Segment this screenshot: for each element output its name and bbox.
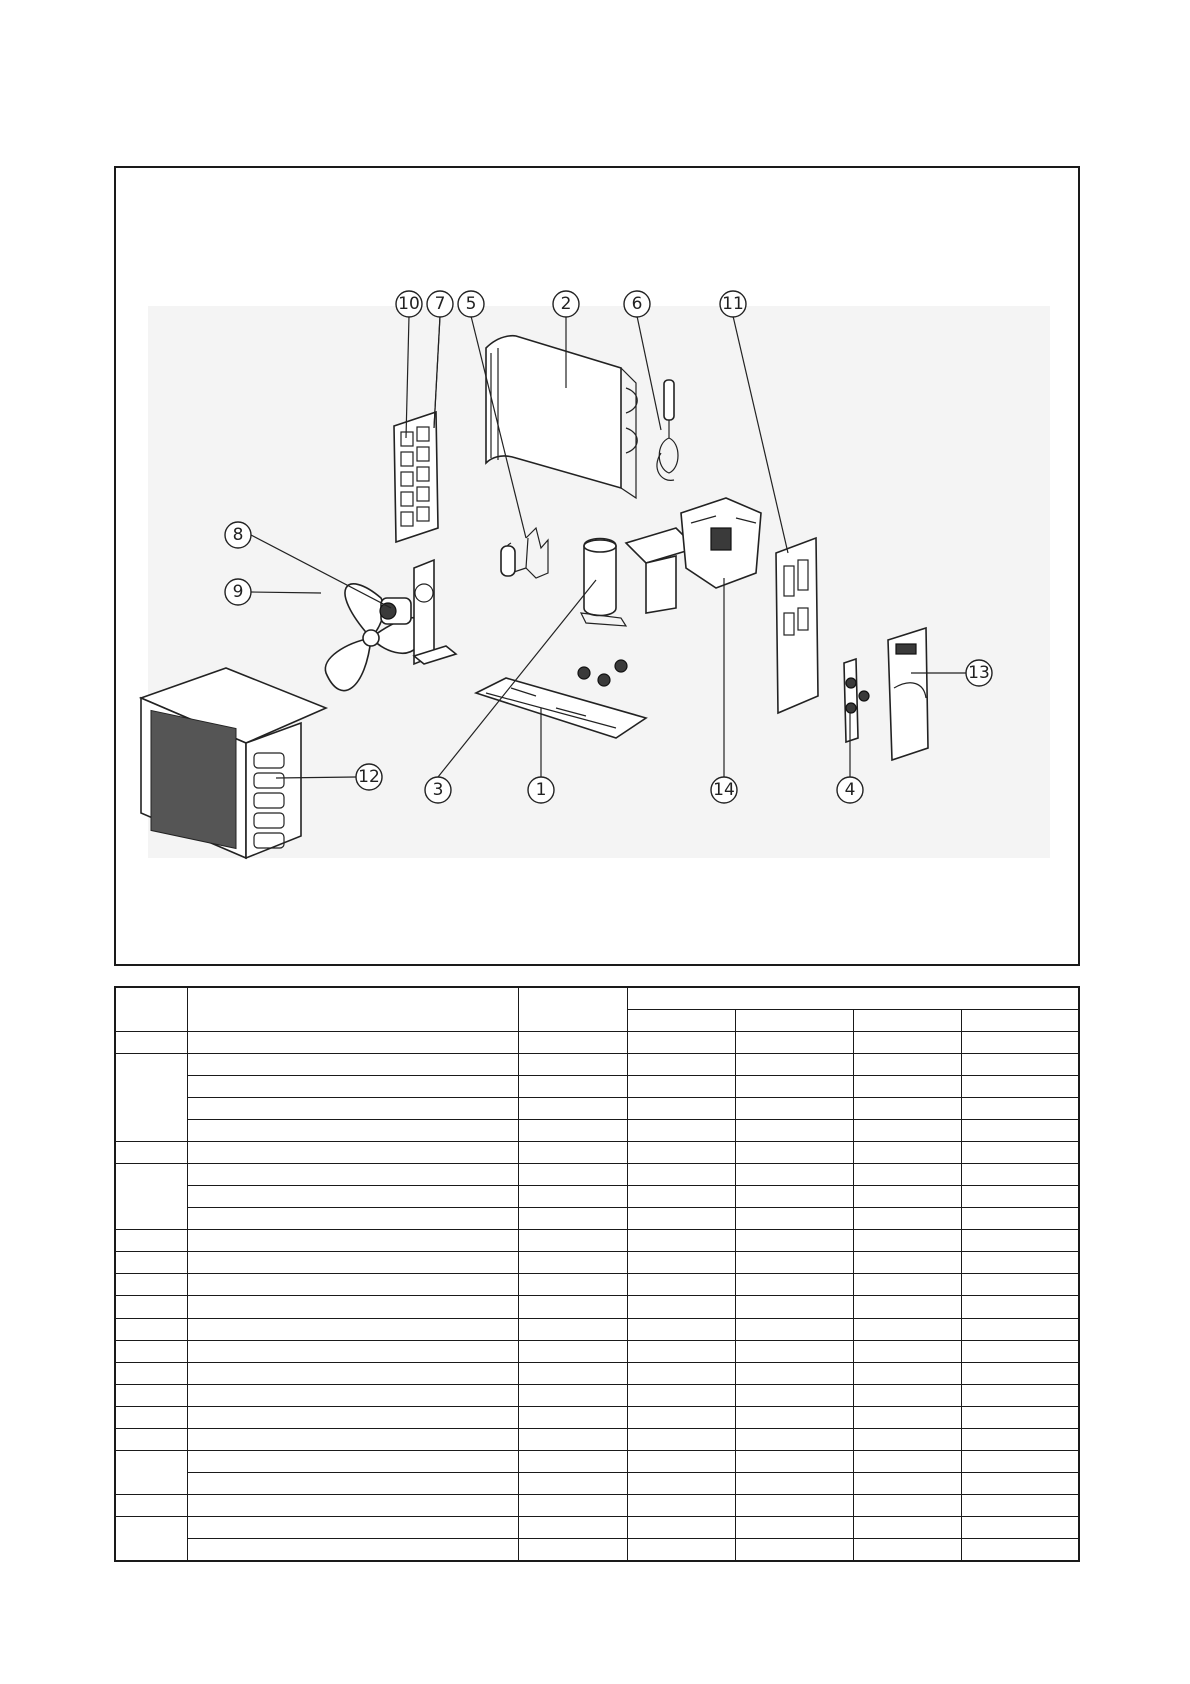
table-cell bbox=[854, 1340, 962, 1362]
table-cell bbox=[519, 1098, 627, 1120]
header-cell-model bbox=[735, 1010, 853, 1032]
table-cell bbox=[627, 1516, 735, 1538]
header-cell-models bbox=[627, 987, 1079, 1010]
table-cell bbox=[627, 1538, 735, 1561]
table-cell bbox=[962, 1098, 1079, 1120]
table-cell-no bbox=[115, 1230, 187, 1252]
table-cell bbox=[187, 1274, 519, 1296]
table-row bbox=[115, 1450, 1079, 1472]
table-cell bbox=[854, 1186, 962, 1208]
table-cell bbox=[962, 1472, 1079, 1494]
table-cell bbox=[627, 1230, 735, 1252]
table-cell bbox=[519, 1142, 627, 1164]
table-cell-no bbox=[115, 1384, 187, 1406]
table-cell bbox=[962, 1274, 1079, 1296]
table-cell bbox=[962, 1252, 1079, 1274]
table-cell bbox=[627, 1384, 735, 1406]
table-cell bbox=[187, 1494, 519, 1516]
table-cell bbox=[187, 1120, 519, 1142]
table-cell bbox=[519, 1516, 627, 1538]
table-cell bbox=[627, 1120, 735, 1142]
table-row bbox=[115, 1164, 1079, 1186]
table-cell bbox=[519, 1384, 627, 1406]
table-row bbox=[115, 1252, 1079, 1274]
table-cell bbox=[854, 1450, 962, 1472]
svg-text:11: 11 bbox=[722, 294, 744, 314]
header-cell-model bbox=[854, 1010, 962, 1032]
table-cell bbox=[962, 1406, 1079, 1428]
table-cell bbox=[735, 1428, 853, 1450]
table-cell bbox=[735, 1164, 853, 1186]
table-cell bbox=[187, 1516, 519, 1538]
table-row bbox=[115, 1120, 1079, 1142]
table-cell bbox=[187, 1054, 519, 1076]
table-cell bbox=[735, 1538, 853, 1561]
table-cell bbox=[519, 1076, 627, 1098]
table-cell bbox=[962, 1164, 1079, 1186]
table-cell bbox=[187, 1340, 519, 1362]
table-cell bbox=[187, 1142, 519, 1164]
table-cell bbox=[519, 1274, 627, 1296]
table-cell-no bbox=[115, 1318, 187, 1340]
table-cell bbox=[735, 1076, 853, 1098]
table-cell bbox=[962, 1120, 1079, 1142]
table-cell bbox=[519, 1538, 627, 1561]
table-cell-no bbox=[115, 1252, 187, 1274]
table-cell bbox=[854, 1318, 962, 1340]
table-cell bbox=[627, 1076, 735, 1098]
table-cell bbox=[519, 1032, 627, 1054]
svg-text:1: 1 bbox=[535, 780, 547, 800]
table-cell-no bbox=[115, 1494, 187, 1516]
table-cell bbox=[519, 1164, 627, 1186]
table-cell bbox=[519, 1494, 627, 1516]
table-cell bbox=[735, 1450, 853, 1472]
table-cell bbox=[187, 1076, 519, 1098]
table-cell-no bbox=[115, 1340, 187, 1362]
svg-text:14: 14 bbox=[713, 780, 735, 800]
table-cell bbox=[519, 1340, 627, 1362]
table-cell bbox=[854, 1538, 962, 1561]
table-cell bbox=[735, 1516, 853, 1538]
callout-13 bbox=[966, 660, 992, 686]
filter-grille-part bbox=[394, 412, 438, 542]
table-cell bbox=[854, 1274, 962, 1296]
table-cell bbox=[854, 1120, 962, 1142]
table-cell bbox=[962, 1340, 1079, 1362]
table-cell bbox=[187, 1208, 519, 1230]
callout-3 bbox=[425, 777, 451, 803]
table-cell bbox=[187, 1186, 519, 1208]
table-cell bbox=[187, 1406, 519, 1428]
fan-motor-part bbox=[380, 598, 411, 624]
table-row bbox=[115, 1032, 1079, 1054]
table-cell bbox=[735, 1032, 853, 1054]
callout-1 bbox=[528, 777, 554, 803]
table-cell bbox=[735, 1054, 853, 1076]
table-cell bbox=[735, 1252, 853, 1274]
exploded-view-figure bbox=[114, 166, 1080, 966]
table-cell bbox=[519, 1428, 627, 1450]
table-row bbox=[115, 1494, 1079, 1516]
table-cell bbox=[735, 1098, 853, 1120]
table-cell bbox=[627, 1472, 735, 1494]
table-cell bbox=[854, 1230, 962, 1252]
table-cell bbox=[519, 1472, 627, 1494]
table-cell-no bbox=[115, 1274, 187, 1296]
table-cell bbox=[962, 1384, 1079, 1406]
svg-text:12: 12 bbox=[358, 767, 380, 787]
table-cell bbox=[735, 1406, 853, 1428]
table-cell-no bbox=[115, 1362, 187, 1384]
svg-text:5: 5 bbox=[465, 294, 477, 314]
table-cell bbox=[962, 1142, 1079, 1164]
table-row bbox=[115, 1186, 1079, 1208]
table-cell bbox=[519, 1054, 627, 1076]
table-cell bbox=[962, 1076, 1079, 1098]
table-cell bbox=[187, 1164, 519, 1186]
table-cell bbox=[627, 1032, 735, 1054]
table-cell bbox=[187, 1538, 519, 1561]
table-cell bbox=[627, 1318, 735, 1340]
table-cell bbox=[187, 1318, 519, 1340]
table-cell bbox=[627, 1186, 735, 1208]
table-cell-no bbox=[115, 1054, 187, 1142]
table-cell-no bbox=[115, 1428, 187, 1450]
table-cell bbox=[519, 1296, 627, 1318]
table-cell bbox=[854, 1076, 962, 1098]
header-cell-part-code bbox=[519, 987, 627, 1032]
svg-text:13: 13 bbox=[968, 663, 990, 683]
callout-11 bbox=[720, 291, 746, 317]
svg-text:4: 4 bbox=[844, 780, 856, 800]
table-cell bbox=[187, 1384, 519, 1406]
table-cell bbox=[187, 1252, 519, 1274]
table-cell bbox=[854, 1494, 962, 1516]
table-cell bbox=[962, 1230, 1079, 1252]
table-cell bbox=[627, 1428, 735, 1450]
table-cell bbox=[519, 1406, 627, 1428]
table-cell bbox=[962, 1318, 1079, 1340]
valve-cover-part bbox=[888, 628, 928, 760]
table-cell bbox=[187, 1472, 519, 1494]
table-cell bbox=[187, 1362, 519, 1384]
table-row bbox=[115, 1076, 1079, 1098]
table-header-row bbox=[115, 987, 1079, 1010]
table-row bbox=[115, 1384, 1079, 1406]
table-cell bbox=[735, 1472, 853, 1494]
table-cell bbox=[519, 1318, 627, 1340]
table-cell bbox=[627, 1274, 735, 1296]
table-row bbox=[115, 1406, 1079, 1428]
table-cell bbox=[519, 1208, 627, 1230]
table-cell bbox=[962, 1450, 1079, 1472]
table-cell bbox=[962, 1538, 1079, 1561]
table-cell bbox=[962, 1362, 1079, 1384]
table-cell bbox=[519, 1450, 627, 1472]
table-cell bbox=[735, 1208, 853, 1230]
table-cell bbox=[627, 1494, 735, 1516]
table-cell-no bbox=[115, 1406, 187, 1428]
header-cell-model bbox=[962, 1010, 1079, 1032]
table-row bbox=[115, 1142, 1079, 1164]
table-row bbox=[115, 1516, 1079, 1538]
header-cell-model bbox=[627, 1010, 735, 1032]
table-cell bbox=[854, 1142, 962, 1164]
table-cell bbox=[735, 1384, 853, 1406]
callout-6 bbox=[624, 291, 650, 317]
table-cell bbox=[854, 1384, 962, 1406]
table-cell bbox=[627, 1164, 735, 1186]
table-cell bbox=[854, 1054, 962, 1076]
callout-14 bbox=[711, 777, 737, 803]
parts-list-table bbox=[114, 986, 1080, 1562]
svg-text:9: 9 bbox=[232, 582, 244, 602]
table-cell bbox=[962, 1296, 1079, 1318]
table-cell bbox=[627, 1054, 735, 1076]
table-cell bbox=[854, 1252, 962, 1274]
table-cell bbox=[627, 1142, 735, 1164]
table-row bbox=[115, 1098, 1079, 1120]
table-cell bbox=[854, 1406, 962, 1428]
table-cell bbox=[735, 1296, 853, 1318]
table-cell bbox=[854, 1472, 962, 1494]
callout-12 bbox=[356, 764, 382, 790]
table-cell bbox=[854, 1516, 962, 1538]
table-row bbox=[115, 1296, 1079, 1318]
table-cell bbox=[962, 1516, 1079, 1538]
table-cell bbox=[735, 1362, 853, 1384]
table-cell bbox=[735, 1186, 853, 1208]
table-cell bbox=[854, 1296, 962, 1318]
table-cell bbox=[519, 1252, 627, 1274]
table-cell bbox=[627, 1208, 735, 1230]
table-cell bbox=[187, 1098, 519, 1120]
table-cell bbox=[187, 1032, 519, 1054]
table-cell bbox=[735, 1142, 853, 1164]
callout-10 bbox=[396, 291, 422, 317]
table-cell bbox=[735, 1230, 853, 1252]
table-row bbox=[115, 1538, 1079, 1561]
table-cell bbox=[962, 1428, 1079, 1450]
outer-case-part bbox=[141, 668, 326, 858]
table-cell bbox=[962, 1208, 1079, 1230]
table-cell bbox=[735, 1274, 853, 1296]
callout-5 bbox=[458, 291, 484, 317]
callout-2 bbox=[553, 291, 579, 317]
table-cell bbox=[962, 1186, 1079, 1208]
table-cell bbox=[735, 1318, 853, 1340]
table-row bbox=[115, 1340, 1079, 1362]
table-cell bbox=[627, 1098, 735, 1120]
table-cell bbox=[187, 1230, 519, 1252]
table-cell bbox=[854, 1208, 962, 1230]
callout-8 bbox=[225, 522, 251, 548]
table-cell bbox=[627, 1450, 735, 1472]
table-cell bbox=[854, 1428, 962, 1450]
callout-9 bbox=[225, 579, 251, 605]
header-cell-description bbox=[187, 987, 519, 1032]
table-cell bbox=[519, 1186, 627, 1208]
callout-7 bbox=[427, 291, 453, 317]
table-row bbox=[115, 1230, 1079, 1252]
table-cell bbox=[962, 1054, 1079, 1076]
svg-text:2: 2 bbox=[560, 294, 572, 314]
table-cell bbox=[854, 1098, 962, 1120]
svg-text:10: 10 bbox=[398, 294, 420, 314]
table-cell bbox=[854, 1032, 962, 1054]
table-cell bbox=[962, 1032, 1079, 1054]
table-cell-no bbox=[115, 1450, 187, 1494]
table-row bbox=[115, 1318, 1079, 1340]
table-cell bbox=[627, 1296, 735, 1318]
table-cell bbox=[854, 1164, 962, 1186]
table-cell bbox=[627, 1362, 735, 1384]
side-panel-part bbox=[776, 538, 818, 713]
table-cell-no bbox=[115, 1164, 187, 1230]
exploded-view-diagram bbox=[116, 168, 1078, 964]
table-cell bbox=[735, 1340, 853, 1362]
table-cell bbox=[627, 1252, 735, 1274]
table-cell bbox=[519, 1230, 627, 1252]
table-cell bbox=[962, 1494, 1079, 1516]
table-row bbox=[115, 1428, 1079, 1450]
table-row bbox=[115, 1472, 1079, 1494]
svg-text:8: 8 bbox=[232, 525, 244, 545]
table-cell bbox=[519, 1362, 627, 1384]
table-cell bbox=[854, 1362, 962, 1384]
table-cell bbox=[519, 1120, 627, 1142]
table-cell bbox=[187, 1450, 519, 1472]
table-cell-no bbox=[115, 1142, 187, 1164]
header-cell-no bbox=[115, 987, 187, 1032]
svg-text:3: 3 bbox=[432, 780, 444, 800]
table-cell bbox=[627, 1340, 735, 1362]
svg-text:7: 7 bbox=[434, 294, 446, 314]
table-cell bbox=[735, 1120, 853, 1142]
table-row bbox=[115, 1362, 1079, 1384]
table-row bbox=[115, 1054, 1079, 1076]
table-row bbox=[115, 1208, 1079, 1230]
table-row bbox=[115, 1274, 1079, 1296]
table-cell bbox=[187, 1296, 519, 1318]
table-cell-no bbox=[115, 1032, 187, 1054]
table-cell-no bbox=[115, 1516, 187, 1561]
table-cell-no bbox=[115, 1296, 187, 1318]
table-cell bbox=[187, 1428, 519, 1450]
table-cell bbox=[627, 1406, 735, 1428]
callout-4 bbox=[837, 777, 863, 803]
table-cell bbox=[735, 1494, 853, 1516]
svg-text:6: 6 bbox=[631, 294, 643, 314]
